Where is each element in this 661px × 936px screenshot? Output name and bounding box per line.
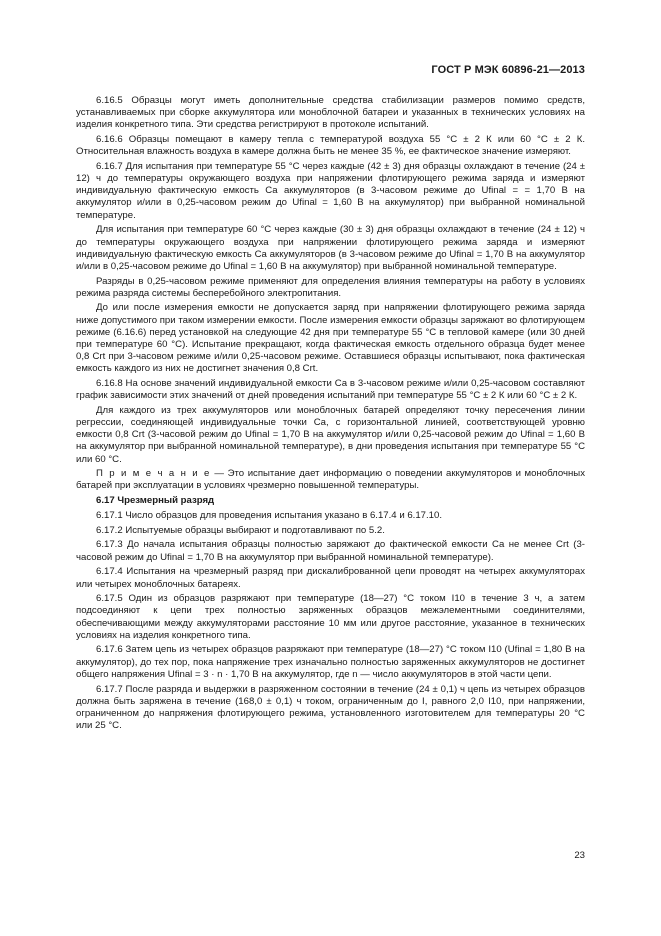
paragraph-60c-test: Для испытания при температуре 60 °С через каждые (30 ± 3) дня образцы охлаждают в течение (24 ± 12) ч до температуры окружающего воздуха при напряжении флотирующего режима заряда и измеряют индивидуальную фактическую емкость Ca аккумуляторов (в 3-часовом режиме до Ufinal = 1,70 В на аккумулятор и/или в 0,25-часовом режиме до Ufinal = 1,60 В на аккумулятор) при выбранной номинальной температуре. — [76, 224, 585, 272]
paragraph-6-17-3: 6.17.3 До начала испытания образцы полностью заряжают до фактической емкости Ca не менее Crt (3-часовой режим до Ufinal = 1,70 В на аккумулятор при выбранной номинальной температуре). — [76, 539, 585, 563]
note-label: П р и м е ч а н и е — [96, 468, 211, 480]
paragraph-6-17-4: 6.17.4 Испытания на чрезмерный разряд при дискалиброванной цепи проводят на четырех аккумуляторах или четырех моноблочных батареях. — [76, 566, 585, 590]
document-body — [76, 95, 585, 735]
paragraph-6-17-2: 6.17.2 Испытуемые образцы выбирают и подготавливают по 5.2. — [96, 524, 385, 536]
page-number: 23 — [574, 850, 585, 861]
paragraph-6-17-6: 6.17.6 Затем цепь из четырех образцов разряжают при температуре (18—27) °С током I10 (Ufinal = 1,80 В на аккумулятор), до тех пор, пока напряжение трех изначально полностью заряженных аккумуляторов не достигнет общего напряжения Ufinal = 3 · n · 1,70 В на аккумулятор, где n — число аккумуляторов в этой части цепи. — [76, 644, 585, 680]
paragraph-6-16-7: 6.16.7 Для испытания при температуре 55 °С через каждые (42 ± 3) дня образцы охлаждают в течение (24 ± 12) ч до температуры окружающего воздуха при напряжении флотирующего режима заряда и измеряют индивидуальную фактическую емкость Ca аккумуляторов (в 3-часовом режиме до Ufinal = = 1,70 В на аккумулятор и/или в 0,25-часовом режим до Ufinal = 1,60 В на аккумулятор) при выбранной номинальной температуре. — [76, 160, 585, 221]
document-code-header: ГОСТ Р МЭК 60896-21—2013 — [431, 64, 585, 76]
paragraph-6-17-7: 6.17.7 После разряда и выдержки в разряженном состоянии в течение (24 ± 0,1) ч цепь из четырех образцов должна быть заряжена в течение (168,0 ± 0,1) ч током, ограниченным до I, равного 2,0 I10, при напряжении, ограниченном до напряжения флотирующего режима, установленного изготовителем для температуры 20 °С или 25 °С. — [76, 683, 585, 731]
note-paragraph — [76, 468, 585, 492]
paragraph-025h-discharge: Разряды в 0,25-часовом режиме применяют для определения влияния температуры на работу в условиях режима разряда системы бесперебойного электропитания. — [76, 275, 585, 299]
section-heading-6-17: 6.17 Чрезмерный разряд — [96, 495, 215, 507]
paragraph-regression: Для каждого из трех аккумуляторов или моноблочных батарей определяют точку пересечения линии регрессии, соединяющей индивидуальные точки Ca, с горизонтальной линией, соответствующей уровню емкости 0,8 Crt (3-часовой режим до Ufinal = 1,70 В на аккумулятор и/или 0,25-часовой режим до Ufinal = 1,60 В на аккумулятор при выбранной номинальной температуре), в дни проведения испытания при температуре 55 °С или 60 °С. — [76, 404, 585, 465]
paragraph-6-16-5: 6.16.5 Образцы могут иметь дополнительные средства стабилизации размеров помимо средств, устанавливаемых при сборке аккумулятора или моноблочной батареи и указанных в технических условиях на изделия конкретного типа. Эти средства регистрируют в протоколе испытаний. — [76, 95, 585, 131]
paragraph-6-17-5: 6.17.5 Один из образцов разряжают при температуре (18—27) °С током I10 в течение 3 ч, а затем подсоединяют к цепи трех полностью заряженных образцов межэлементными соединителями, обеспечивающими между аккумуляторами расстояние 10 мм или другое расстояние, указанное в технических условиях на изделия конкретного типа. — [76, 593, 585, 641]
paragraph-6-16-8: 6.16.8 На основе значений индивидуальной емкости Ca в 3-часовом режиме и/или 0,25-часовом составляют график зависимости этих значений от дней проведения испытаний при температуре 55 °С ± 2 К или 60 °С ± 2 К. — [76, 378, 585, 402]
note-text: — Это испытание дает информацию о поведении аккумуляторов и моноблочных батарей при эксплуатации в условиях чрезмерно повышенной температуры. — [76, 468, 585, 492]
paragraph-charge-rules: До или после измерения емкости не допускается заряд при напряжении флотирующего режима заряда ниже допустимого при таком измерении емкости. После измерения емкости образцы заряжают во флотирующем режиме (6.16.6) перед установкой на следующие 42 дня при температуре 55 °С в тепловой камере (или 30 дней при температуре 60 °С). Испытание прекращают, когда фактическая емкость отдельного образца будет менее 0,8 Crt при 3-часовом режиме и/или 0,25-часовом режиме. Оставшиеся образцы испытывают, пока фактическая емкость каждого из них не достигнет значения 0,8 Crt. — [76, 302, 585, 375]
paragraph-6-16-6: 6.16.6 Образцы помещают в камеру тепла с температурой воздуха 55 °С ± 2 К или 60 °С ± 2 К. Относительная влажность воздуха в камере должна быть не менее 35 %, ее фактическое значение измеряют. — [76, 134, 585, 158]
paragraph-6-17-1: 6.17.1 Число образцов для проведения испытания указано в 6.17.4 и 6.17.10. — [96, 509, 443, 521]
